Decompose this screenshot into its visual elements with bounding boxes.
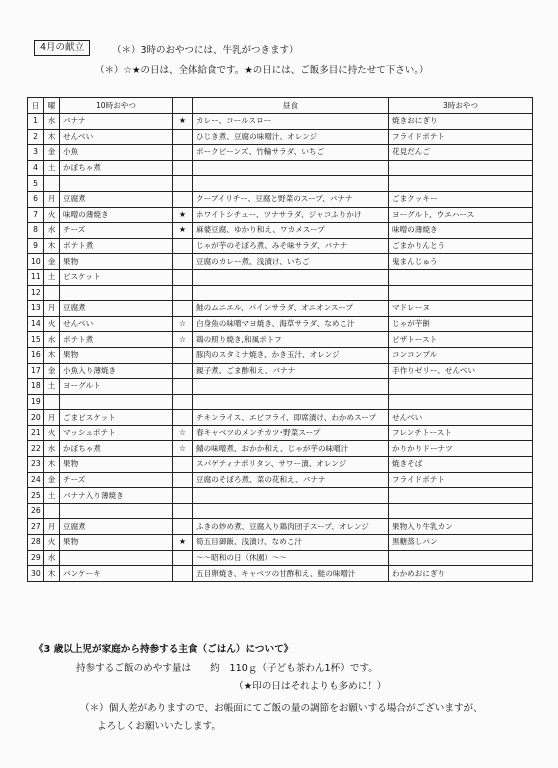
day-cell: 10 [28,254,44,270]
morning-snack-cell: ポテト煮 [60,332,173,348]
weekday-cell: 水 [44,550,60,566]
day-cell: 11 [28,269,44,285]
afternoon-snack-cell: 味噌の薄焼き [389,223,533,239]
day-cell: 29 [28,550,44,566]
mark-cell [173,519,193,535]
weekday-cell: 火 [44,316,60,332]
afternoon-snack-cell: コンコンブル [389,347,533,363]
afternoon-snack-cell: 花見だんご [389,145,533,161]
day-cell: 5 [28,176,44,192]
day-cell: 28 [28,535,44,551]
table-row [28,472,533,488]
table-row [28,285,533,301]
lunch-cell: ひじき煮、豆腐の味噌汁、オレンジ [193,129,389,145]
mark-cell [173,503,193,519]
morning-snack-cell: 果物 [60,535,173,551]
table-row [28,160,533,176]
weekday-cell: 水 [44,223,60,239]
weekday-cell [44,285,60,301]
mark-cell [173,550,193,566]
morning-snack-cell: 果物 [60,347,173,363]
weekday-cell: 金 [44,254,60,270]
menu-table [27,97,533,582]
lunch-cell: 豆腐のそぼろ煮、菜の花和え、バナナ [193,472,389,488]
table-row [28,114,533,130]
afternoon-snack-cell: 焼きおにぎり [389,114,533,130]
weekday-cell: 水 [44,114,60,130]
col-afternoon-snack: 3時おやつ [389,98,533,114]
day-cell: 4 [28,160,44,176]
weekday-cell: 土 [44,379,60,395]
morning-snack-cell: バナナ入り薄焼き [60,488,173,504]
morning-snack-cell: 豆腐煮 [60,519,173,535]
mark-cell [173,472,193,488]
mark-cell [173,129,193,145]
afternoon-snack-cell: 黒糖蒸しパン [389,535,533,551]
day-cell: 1 [28,114,44,130]
day-cell: 16 [28,347,44,363]
table-header-row [28,98,533,114]
day-cell: 2 [28,129,44,145]
afternoon-snack-cell: 鬼まんじゅう [389,254,533,270]
table-row [28,457,533,473]
morning-snack-cell [60,550,173,566]
morning-snack-cell [60,503,173,519]
day-cell: 7 [28,207,44,223]
mark-cell [173,410,193,426]
morning-snack-cell: マッシュポテト [60,425,173,441]
morning-snack-cell [60,394,173,410]
lunch-cell: 鯖の味噌煮、おかか和え、じゃが芋の味噌汁 [193,441,389,457]
afternoon-snack-cell: かりかりドーナツ [389,441,533,457]
lunch-cell: 春キャベツのメンチカツ･野菜スープ [193,425,389,441]
weekday-cell: 月 [44,410,60,426]
lunch-cell: 白身魚の味噌マヨ焼き、海草サラダ、なめこ汁 [193,316,389,332]
afternoon-snack-cell: フライドポテト [389,472,533,488]
lunch-cell: 筍五目御飯、浅漬け、なめこ汁 [193,535,389,551]
morning-snack-cell: せんべい [60,129,173,145]
day-cell: 20 [28,410,44,426]
afternoon-snack-cell: フレンチトースト [389,425,533,441]
weekday-cell: 月 [44,191,60,207]
lunch-cell [193,176,389,192]
day-cell: 21 [28,425,44,441]
weekday-cell: 月 [44,519,60,535]
afternoon-snack-cell [389,285,533,301]
afternoon-snack-cell [389,269,533,285]
table-row [28,145,533,161]
lunch-cell: ホワイトシチュー、ツナサラダ、ジャコふりかけ [193,207,389,223]
afternoon-snack-cell [389,394,533,410]
lunch-cell [193,269,389,285]
table-row [28,363,533,379]
afternoon-snack-cell: ヨーグルト、ウエハース [389,207,533,223]
closing-note: よろしくお願いいたします。 [97,721,221,732]
mark-cell: ☆ [173,316,193,332]
table-row [28,316,533,332]
lunch-cell: ふきの炒め煮、豆腐入り鶏肉団子スープ、オレンジ [193,519,389,535]
table-row [28,207,533,223]
table-row [28,394,533,410]
day-cell: 30 [28,566,44,582]
mark-cell: ☆ [173,441,193,457]
table-row [28,535,533,551]
col-weekday: 曜 [44,98,60,114]
table-row [28,176,533,192]
lunch-cell [193,488,389,504]
table-row [28,191,533,207]
lunch-cell: 五目卵焼き、キャベツの甘酢和え、鮭の味噌汁 [193,566,389,582]
table-row [28,566,533,582]
mark-cell: ★ [173,223,193,239]
weekday-cell: 火 [44,207,60,223]
morning-snack-cell: チーズ [60,223,173,239]
table-row [28,441,533,457]
afternoon-snack-cell: じゃが芋餅 [389,316,533,332]
weekday-cell: 木 [44,566,60,582]
mark-cell [173,176,193,192]
star-day-note: （★印の日はそれよりも多めに！） [234,681,387,692]
weekday-cell [44,176,60,192]
mark-cell [173,457,193,473]
weekday-cell: 木 [44,129,60,145]
weekday-cell: 月 [44,301,60,317]
mark-cell [173,238,193,254]
day-cell: 8 [28,223,44,239]
weekday-cell [44,394,60,410]
weekday-cell: 金 [44,145,60,161]
mark-cell: ☆ [173,425,193,441]
table-row [28,332,533,348]
morning-snack-cell: 味噌の薄焼き [60,207,173,223]
lunch-cell: スパゲティナポリタン、サワー漬、オレンジ [193,457,389,473]
morning-snack-cell: 果物 [60,254,173,270]
col-mark [173,98,193,114]
weekday-cell: 土 [44,488,60,504]
mark-cell [173,160,193,176]
lunch-cell: ～～昭和の日（休園）～～ [193,550,389,566]
table-row [28,238,533,254]
lunch-cell: カレー、コールスロー [193,114,389,130]
group-meal-note: （＊）☆★の日は、全体給食です。★の日には、ご飯多目に持たせて下さい。） [95,65,429,76]
day-cell: 13 [28,301,44,317]
lunch-cell [193,503,389,519]
lunch-cell [193,394,389,410]
morning-snack-cell: 果物 [60,457,173,473]
table-row [28,503,533,519]
mark-cell: ★ [173,207,193,223]
morning-snack-cell: 豆腐煮 [60,191,173,207]
afternoon-snack-cell [389,176,533,192]
col-morning-snack: 10時おやつ [60,98,173,114]
morning-snack-cell: 小魚入り薄焼き [60,363,173,379]
lunch-cell: 豚肉のスタミナ焼き、かき玉汁、オレンジ [193,347,389,363]
morning-snack-cell [60,285,173,301]
afternoon-snack-cell: マドレーヌ [389,301,533,317]
mark-cell [173,285,193,301]
weekday-cell: 火 [44,425,60,441]
lunch-cell: 鶏の照り焼き,和風ポトフ [193,332,389,348]
menu-body [28,114,533,582]
weekday-cell: 木 [44,457,60,473]
lunch-cell: 豆腐のカレー煮、浅漬け、いちご [193,254,389,270]
day-cell: 17 [28,363,44,379]
mark-cell [173,145,193,161]
afternoon-snack-cell: わかめおにぎり [389,566,533,582]
day-cell: 26 [28,503,44,519]
weekday-cell: 金 [44,472,60,488]
table-row [28,269,533,285]
day-cell: 3 [28,145,44,161]
lunch-cell: チキンライス、エビフライ、即席漬け、わかめスープ [193,410,389,426]
afternoon-snack-cell [389,503,533,519]
lunch-cell: クーブイリチー、豆腐と野菜のスープ、バナナ [193,191,389,207]
weekday-cell: 木 [44,347,60,363]
day-cell: 24 [28,472,44,488]
table-row [28,129,533,145]
col-day: 日 [28,98,44,114]
morning-snack-cell: かぼちゃ煮 [60,441,173,457]
table-row [28,410,533,426]
morning-snack-cell: ヨーグルト [60,379,173,395]
day-cell: 9 [28,238,44,254]
afternoon-snack-cell: 果物入り牛乳カン [389,519,533,535]
table-row [28,379,533,395]
lunch-cell: 鮭のムニエル、パインサラダ、オニオンスープ [193,301,389,317]
morning-snack-cell [60,176,173,192]
mark-cell [173,488,193,504]
lunch-cell: 親子煮、ごま酢和え、バナナ [193,363,389,379]
day-cell: 22 [28,441,44,457]
morning-snack-cell: 豆腐煮 [60,301,173,317]
afternoon-snack-cell: 手作りゼリー、せんべい [389,363,533,379]
mark-cell [173,394,193,410]
day-cell: 18 [28,379,44,395]
afternoon-snack-cell: ごまクッキー [389,191,533,207]
afternoon-snack-cell: 焼きそば [389,457,533,473]
afternoon-snack-cell [389,550,533,566]
weekday-cell [44,503,60,519]
morning-snack-cell: せんべい [60,316,173,332]
lunch-cell: じゃが芋のそぼろ煮、みそ味サラダ、バナナ [193,238,389,254]
day-cell: 19 [28,394,44,410]
day-cell: 6 [28,191,44,207]
lunch-cell [193,285,389,301]
table-row [28,254,533,270]
weekday-cell: 水 [44,332,60,348]
mark-cell [173,347,193,363]
table-row [28,301,533,317]
lunch-cell [193,160,389,176]
morning-snack-cell: 小魚 [60,145,173,161]
afternoon-snack-cell [389,488,533,504]
mark-cell [173,566,193,582]
table-row [28,425,533,441]
mark-cell: ★ [173,535,193,551]
table-row [28,488,533,504]
mark-cell [173,269,193,285]
mark-cell [173,191,193,207]
afternoon-snack-cell: フライドポテト [389,129,533,145]
mark-cell [173,254,193,270]
lunch-cell [193,379,389,395]
table-row [28,550,533,566]
day-cell: 25 [28,488,44,504]
afternoon-snack-cell: ピザトースト [389,332,533,348]
menu-title: 4月の献立 [34,40,90,56]
adjustment-note: （＊）個人差がありますので、お帳面にてご飯の量の調節をお願いする場合がございますが、 [80,703,483,714]
afternoon-snack-cell: ごまかりんとう [389,238,533,254]
weekday-cell: 水 [44,441,60,457]
mark-cell: ☆ [173,332,193,348]
day-cell: 14 [28,316,44,332]
mark-cell [173,363,193,379]
mark-cell [173,379,193,395]
mark-cell [173,301,193,317]
morning-snack-cell: かぼちゃ煮 [60,160,173,176]
col-lunch: 昼食 [193,98,389,114]
milk-note: （＊）3時のおやつには、牛乳がつきます） [112,45,299,56]
morning-snack-cell: ごまビスケット [60,410,173,426]
weekday-cell: 火 [44,535,60,551]
lunch-cell: 麻婆豆腐、ゆかり和え、ワカメスープ [193,223,389,239]
morning-snack-cell: バナナ [60,114,173,130]
weekday-cell: 土 [44,269,60,285]
day-cell: 27 [28,519,44,535]
morning-snack-cell: ビスケット [60,269,173,285]
afternoon-snack-cell [389,379,533,395]
morning-snack-cell: チーズ [60,472,173,488]
footer-title: 《3 歳以上児が家庭から持参する主食（ごはん）について》 [34,644,294,655]
weekday-cell: 土 [44,160,60,176]
day-cell: 12 [28,285,44,301]
table-row [28,347,533,363]
rice-amount-note: 持参するご飯のめやす量は 約 110ｇ（子ども茶わん1杯）です。 [76,663,378,674]
mark-cell: ★ [173,114,193,130]
weekday-cell: 金 [44,363,60,379]
afternoon-snack-cell: せんべい [389,410,533,426]
morning-snack-cell: ポテト煮 [60,238,173,254]
lunch-cell: ポークビーンズ、竹輪サラダ、いちご [193,145,389,161]
day-cell: 15 [28,332,44,348]
afternoon-snack-cell [389,160,533,176]
weekday-cell: 木 [44,238,60,254]
morning-snack-cell: パンケーキ [60,566,173,582]
day-cell: 23 [28,457,44,473]
table-row [28,223,533,239]
table-row [28,519,533,535]
